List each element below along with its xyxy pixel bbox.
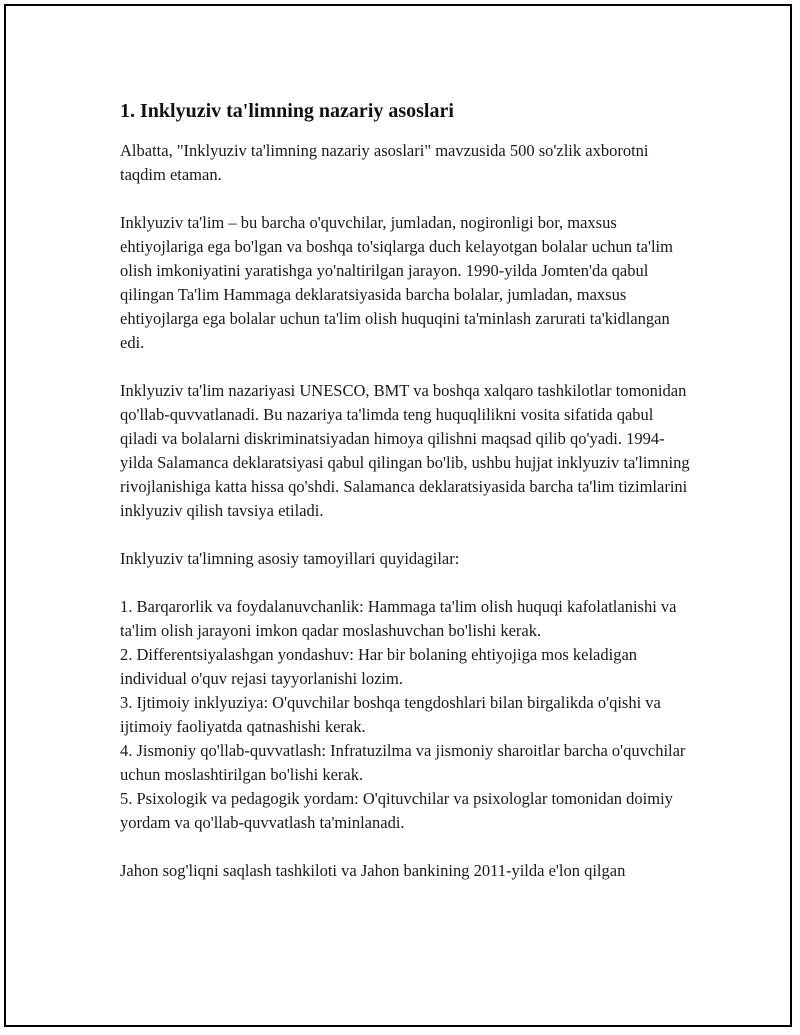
document-title: 1. Inklyuziv ta'limning nazariy asoslari <box>120 100 454 122</box>
list-item: 3. Ijtimoiy inklyuziya: O'quvchilar boshqa tengdoshlari bilan birgalikda o'qishi va ijtimoiy faoliyatda qatnashishi kerak. <box>120 693 661 736</box>
principles-list <box>120 595 695 835</box>
list-item: 2. Differentsiyalashgan yondashuv: Har bir bolaning ehtiyojiga mos keladigan individual o'quv rejasi tayyorlanishi lozim. <box>120 645 638 688</box>
definition-paragraph: Inklyuziv ta'lim – bu barcha o'quvchilar, jumladan, nogironligi bor, maxsus ehtiyojlariga ega bo'lgan va boshqa to'siqlarga duch kelayotgan bolalar uchun ta'lim olish imkoniyatini yaratishga yo'naltirilgan jarayon. 1990-yilda Jomten'da qabul qilingan Ta'lim Hammaga deklaratsiyasida barcha bolalar, jumladan, maxsus ehtiyojlarga ega bolalar uchun ta'lim olish huquqini ta'minlash zarurati ta'kidlangan edi. <box>120 213 673 352</box>
closing-paragraph: Jahon sog'liqni saqlash tashkiloti va Jahon bankining 2011-yilda e'lon qilgan <box>120 861 626 880</box>
page-frame <box>4 4 792 1027</box>
list-item: 5. Psixologik va pedagogik yordam: O'qituvchilar va psixologlar tomonidan doimiy yordam va qo'llab-quvvatlash ta'minlanadi. <box>120 789 673 832</box>
intro-paragraph: Albatta, "Inklyuziv ta'limning nazariy asoslari" mavzusida 500 so'zlik axborotni taqdim etaman. <box>120 141 649 184</box>
theory-paragraph: Inklyuziv ta'lim nazariyasi UNESCO, BMT va boshqa xalqaro tashkilotlar tomonidan qo'llab-quvvatlanadi. Bu nazariya ta'limda teng huquqlilikni vosita sifatida qabul qiladi va bolalarni diskriminatsiyadan himoya qilishni maqsad qilib qo'yadi. 1994-yilda Salamanca deklaratsiyasi qabul qilingan bo'lib, ushbu hujjat inklyuziv ta'limning rivojlanishiga katta hissa qo'shdi. Salamanca deklaratsiyasida barcha ta'lim tizimlarini inklyuziv qilish tavsiya etiladi. <box>120 381 690 520</box>
list-item: 4. Jismoniy qo'llab-quvvatlash: Infratuzilma va jismoniy sharoitlar barcha o'quvchilar uchun moslashtirilgan bo'lishi kerak. <box>120 741 686 784</box>
list-item: 1. Barqarorlik va foydalanuvchanlik: Hammaga ta'lim olish huquqi kafolatlanishi va ta'lim olish jarayoni imkon qadar moslashuvchan bo'lishi kerak. <box>120 597 677 640</box>
document-body <box>120 97 695 907</box>
principles-intro-paragraph: Inklyuziv ta'limning asosiy tamoyillari quyidagilar: <box>120 549 460 568</box>
